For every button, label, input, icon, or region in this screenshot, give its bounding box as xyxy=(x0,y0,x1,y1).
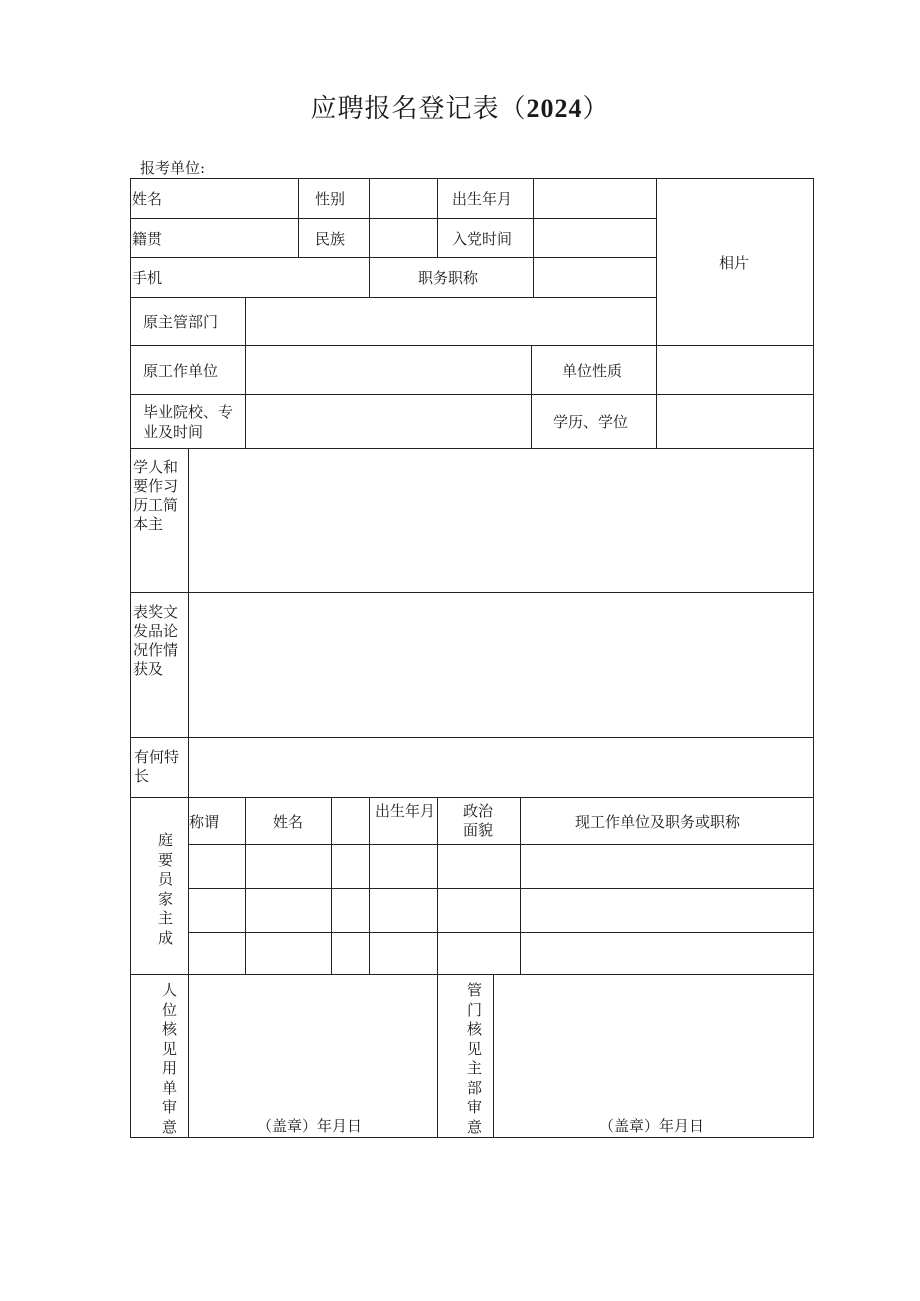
v-line xyxy=(245,797,246,974)
v-line xyxy=(298,178,299,257)
h-line xyxy=(130,974,814,975)
header-politics: 政治面貌 xyxy=(462,802,493,839)
v-line xyxy=(520,797,521,974)
header-relation: 称谓 xyxy=(189,813,220,831)
seal-text-employer: （盖章）年月日 xyxy=(257,1117,363,1135)
seal-text-dept: （盖章）年月日 xyxy=(599,1117,705,1135)
h-line xyxy=(130,394,814,395)
h-line xyxy=(130,448,814,449)
label-orig-unit: 原工作单位 xyxy=(143,362,219,380)
h-line xyxy=(130,345,814,346)
h-line xyxy=(130,737,814,738)
h-line xyxy=(130,218,657,219)
label-grad-school-2: 业及时间 xyxy=(143,423,204,441)
label-ethnicity: 民族 xyxy=(315,230,346,248)
table-border-right xyxy=(813,178,814,1138)
h-line xyxy=(130,297,657,298)
label-unit-nature: 单位性质 xyxy=(562,362,623,380)
label-specialty: 有何特长 xyxy=(134,748,180,785)
label-resume: 学人和要作习历工简本主 xyxy=(133,458,179,533)
table-border-left xyxy=(130,178,131,1138)
h-line xyxy=(188,844,814,845)
v-line xyxy=(656,178,657,345)
v-line xyxy=(437,974,438,1138)
label-gender: 性别 xyxy=(315,190,346,208)
label-degree: 学历、学位 xyxy=(553,413,629,431)
v-line xyxy=(245,297,246,448)
v-line xyxy=(369,797,370,974)
v-line xyxy=(437,178,438,257)
h-line xyxy=(130,592,814,593)
v-line xyxy=(369,178,370,297)
label-phone: 手机 xyxy=(132,269,163,287)
h-line xyxy=(188,932,814,933)
header-birth: 出生年月 xyxy=(375,802,436,820)
v-line xyxy=(331,797,332,974)
v-line xyxy=(531,345,532,448)
v-line xyxy=(437,797,438,974)
label-orig-dept: 原主管部门 xyxy=(143,313,219,331)
label-grad-school: 毕业院校、专 xyxy=(143,403,234,421)
page-title: 应聘报名登记表（2024） xyxy=(310,94,610,124)
label-title-rank: 职务职称 xyxy=(418,269,479,287)
h-line xyxy=(130,257,657,258)
label-native: 籍贯 xyxy=(132,230,163,248)
label-party-date: 入党时间 xyxy=(452,230,513,248)
label-birth: 出生年月 xyxy=(452,190,513,208)
v-line xyxy=(533,178,534,297)
label-employer-review: 人位核见用单审意 xyxy=(162,981,178,1136)
header-name: 姓名 xyxy=(273,813,304,831)
v-line xyxy=(656,345,657,448)
label-name: 姓名 xyxy=(132,190,163,208)
table-border-top xyxy=(130,178,814,179)
label-family: 庭要员家主成 xyxy=(158,831,174,947)
h-line xyxy=(130,797,814,798)
v-line xyxy=(493,974,494,1138)
label-photo: 相片 xyxy=(719,254,750,272)
label-dept-review: 管门核见主部审意 xyxy=(467,981,483,1136)
h-line xyxy=(188,888,814,889)
label-awards: 表奖文发品论况作情获及 xyxy=(133,603,179,678)
header-job: 现工作单位及职务或职称 xyxy=(575,813,741,831)
table-border-bottom xyxy=(130,1137,814,1138)
apply-unit-label: 报考单位: xyxy=(140,159,206,177)
v-line xyxy=(188,448,189,1138)
